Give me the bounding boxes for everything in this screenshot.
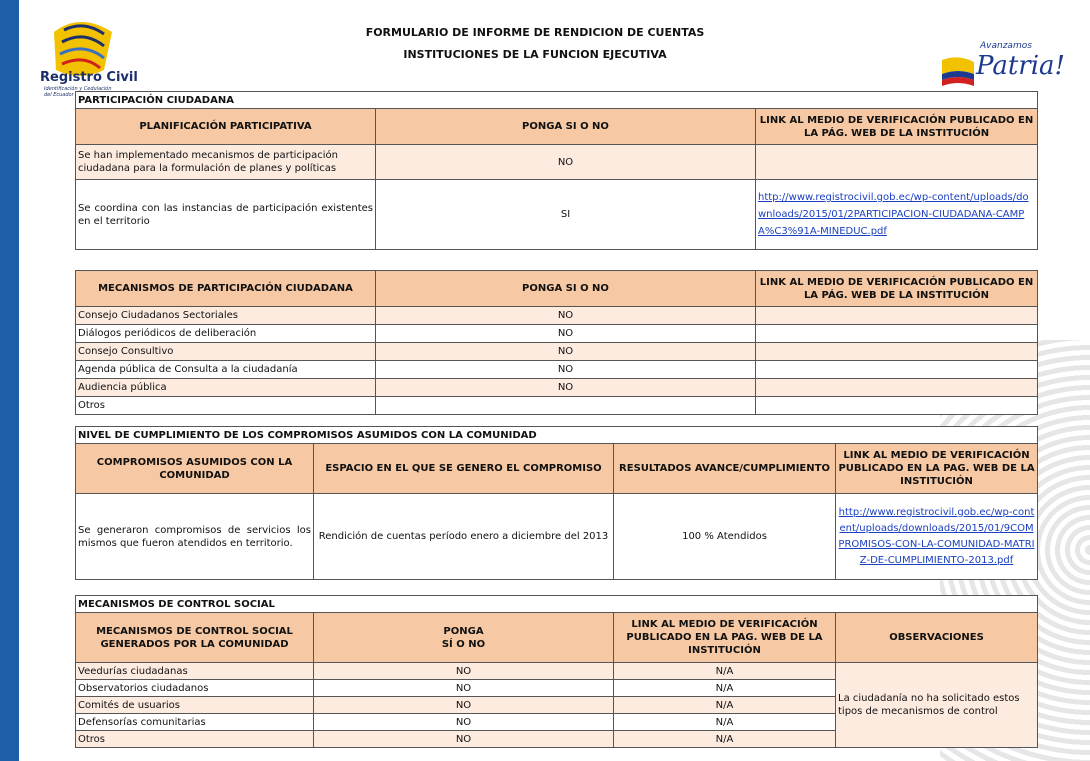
column-header: COMPROMISOS ASUMIDOS CON LA COMUNIDAD (76, 444, 314, 494)
item-cell: Comités de usuarios (76, 697, 314, 714)
logo-title: Registro Civil (40, 70, 138, 85)
value-cell: NO (376, 379, 756, 397)
table-row (76, 343, 1038, 361)
column-header: PLANIFICACIÓN PARTICIPATIVA (76, 109, 376, 145)
patria-logo-main: Patria! (976, 51, 1065, 81)
column-header: LINK AL MEDIO DE VERIFICACIÓN PUBLICADO EN LA PAG. WEB DE LA INSTITUCIÓN (614, 613, 836, 663)
link-cell: N/A (614, 731, 836, 748)
link-cell: N/A (614, 714, 836, 731)
link-cell (756, 361, 1038, 379)
item-cell: Consejo Consultivo (76, 343, 376, 361)
item-cell: Se han implementado mecanismos de participación ciudadana para la formulación de planes y políticas (76, 145, 376, 180)
item-cell: Diálogos periódicos de deliberación (76, 325, 376, 343)
section-title: NIVEL DE CUMPLIMIENTO DE LOS COMPROMISOS ASUMIDOS CON LA COMUNIDAD (76, 427, 1038, 444)
column-header: MECANISMOS DE CONTROL SOCIAL GENERADOS POR LA COMUNIDAD (76, 613, 314, 663)
patria-logo-top: Avanzamos (980, 41, 1032, 51)
table-row (76, 361, 1038, 379)
item-cell: Se coordina con las instancias de participación existentes en el territorio (76, 180, 376, 250)
column-header-line: SÍ O NO (441, 638, 486, 650)
patria-logo (940, 34, 1065, 88)
link-cell: N/A (614, 663, 836, 680)
value-cell: NO (376, 145, 756, 180)
column-header (314, 613, 614, 663)
value-cell: NO (376, 343, 756, 361)
column-header: LINK AL MEDIO DE VERIFICACIÓN PUBLICADO EN LA PÁG. WEB DE LA INSTITUCIÓN (756, 271, 1038, 307)
link-cell: N/A (614, 680, 836, 697)
value-cell: NO (314, 697, 614, 714)
column-header: MECANISMOS DE PARTICIPACIÓN CIUDADANA (76, 271, 376, 307)
value-cell: NO (376, 307, 756, 325)
column-header: LINK AL MEDIO DE VERIFICACIÓN PUBLICADO EN LA PÁG. WEB DE LA INSTITUCIÓN (756, 109, 1038, 145)
compromisos-table (75, 426, 1038, 580)
item-cell: Consejo Ciudadanos Sectoriales (76, 307, 376, 325)
column-header: PONGA SI O NO (376, 109, 756, 145)
item-cell: Otros (76, 397, 376, 415)
link-cell (756, 343, 1038, 361)
item-cell: Observatorios ciudadanos (76, 680, 314, 697)
form-title: FORMULARIO DE INFORME DE RENDICION DE CUENTAS (365, 26, 705, 39)
control-social-table (75, 595, 1038, 748)
form-subtitle: INSTITUCIONES DE LA FUNCION EJECUTIVA (403, 48, 667, 61)
value-cell: NO (314, 663, 614, 680)
section-title: PARTICIPACIÓN CIUDADANA (76, 92, 1038, 109)
value-cell: NO (314, 680, 614, 697)
column-header: LINK AL MEDIO DE VERIFICACIÓN PUBLICADO EN LA PAG. WEB DE LA INSTITUCIÓN (836, 444, 1038, 494)
column-header: OBSERVACIONES (836, 613, 1038, 663)
link-cell: N/A (614, 697, 836, 714)
item-cell: Veedurías ciudadanas (76, 663, 314, 680)
section-title: MECANISMOS DE CONTROL SOCIAL (76, 596, 1038, 613)
table-row (76, 663, 1038, 680)
mecanismos-table (75, 270, 1038, 415)
item-cell: Agenda pública de Consulta a la ciudadanía (76, 361, 376, 379)
link-cell (756, 325, 1038, 343)
participacion-table (75, 91, 1038, 250)
table-row (76, 180, 1038, 250)
link-cell (756, 397, 1038, 415)
side-accent-bar (0, 0, 19, 761)
link-cell (756, 379, 1038, 397)
verification-link[interactable]: http://www.registrocivil.gob.ec/wp-content/uploads/downloads/2015/01/2PARTICIPACION-CIUDADANA-CAMPA%C3%91A-MINEDUC.pdf (758, 192, 1029, 237)
table-row (76, 379, 1038, 397)
item-cell: Audiencia pública (76, 379, 376, 397)
espacio-cell: Rendición de cuentas período enero a diciembre del 2013 (314, 494, 614, 580)
value-cell: NO (376, 325, 756, 343)
table-row (76, 325, 1038, 343)
link-cell (756, 307, 1038, 325)
column-header: RESULTADOS AVANCE/CUMPLIMIENTO (614, 444, 836, 494)
resultado-cell: 100 % Atendidos (614, 494, 836, 580)
value-cell: SI (376, 180, 756, 250)
value-cell (376, 397, 756, 415)
value-cell: NO (314, 714, 614, 731)
logo-subtitle: Identificación y Cedulación del Ecuador (44, 86, 112, 98)
column-header: ESPACIO EN EL QUE SE GENERO EL COMPROMISO (314, 444, 614, 494)
item-cell: Defensorías comunitarias (76, 714, 314, 731)
table-row (76, 397, 1038, 415)
table-row (76, 307, 1038, 325)
table-row (76, 494, 1038, 580)
column-header-line: PONGA (443, 625, 484, 637)
observaciones-cell: La ciudadanía no ha solicitado estos tipos de mecanismos de control (836, 663, 1038, 748)
verification-link[interactable]: http://www.registrocivil.gob.ec/wp-content/uploads/downloads/2015/01/9COMPROMISOS-CON-LA-COMUNIDAD-MATRIZ-DE-CUMPLIMIENTO-2013.pdf (838, 506, 1035, 566)
value-cell: NO (314, 731, 614, 748)
link-cell (756, 145, 1038, 180)
column-header: PONGA SI O NO (376, 271, 756, 307)
value-cell: NO (376, 361, 756, 379)
compromiso-cell: Se generaron compromisos de servicios los mismos que fueron atendidos en territorio. (76, 494, 314, 580)
table-row (76, 145, 1038, 180)
item-cell: Otros (76, 731, 314, 748)
